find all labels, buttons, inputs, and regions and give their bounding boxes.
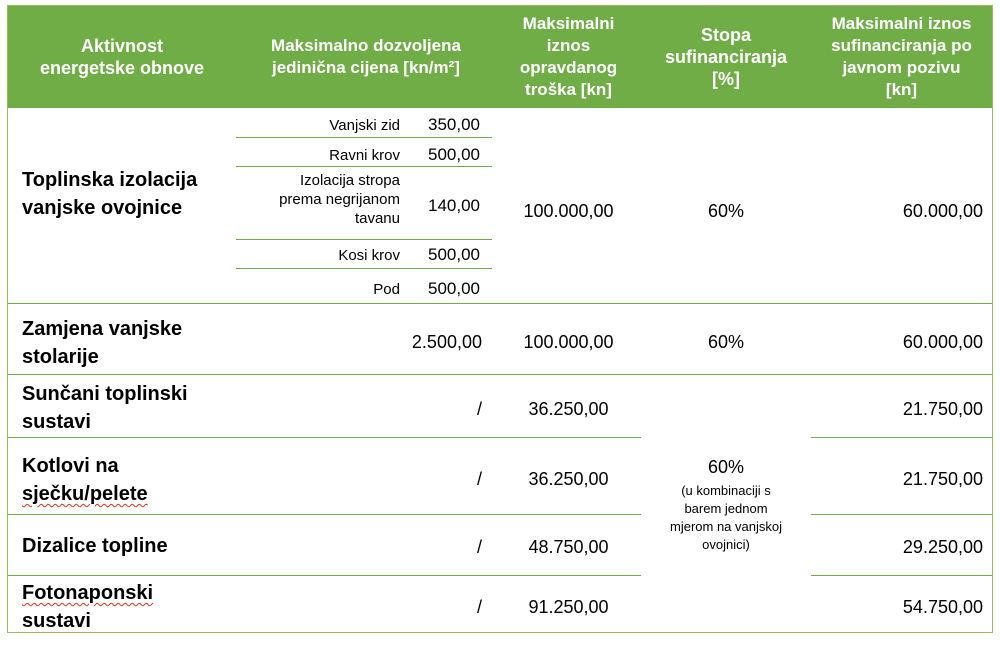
max-cofinance-value: 54.750,00	[902, 597, 983, 617]
sub-item-label: Pod	[373, 281, 400, 298]
rate-value: 60%	[707, 457, 745, 477]
rate-value: 60%	[707, 201, 745, 221]
header-rate-line: sufinanciranja	[664, 47, 788, 67]
sub-item-price: 500,00	[428, 279, 480, 298]
row-divider	[8, 374, 992, 375]
header-rate-line: [%]	[711, 69, 740, 89]
row-divider	[811, 514, 992, 515]
header-rate-line: Stopa	[700, 25, 751, 45]
activity-line: sustavi	[22, 610, 91, 632]
header-max-cofinance-line: Maksimalni iznos	[831, 14, 972, 33]
row-activity-label	[22, 532, 168, 560]
max-cost-value: 36.250,00	[528, 469, 609, 489]
max-cost-value: 48.750,00	[528, 537, 609, 557]
header-max-cost-line: troška [kn]	[525, 80, 612, 99]
sub-divider	[236, 166, 492, 167]
sub-item-price: 500,00	[428, 145, 480, 164]
row-divider	[811, 575, 992, 576]
header-max-cofinance-line: sufinanciranja po	[831, 36, 972, 55]
unit-price-value: 2.500,00	[411, 332, 482, 352]
row-divider	[8, 514, 641, 515]
row-divider	[8, 575, 641, 576]
rate-note-line: (u kombinaciji s	[681, 483, 771, 498]
header-unit-price-line: jedinična cijena [kn/m²]	[271, 58, 460, 77]
sub-item-label-line: Izolacija stropa	[299, 172, 400, 189]
row-activity-label	[22, 579, 153, 635]
max-cost-value: 100.000,00	[523, 332, 614, 352]
max-cofinance-value: 60.000,00	[902, 332, 983, 352]
unit-price-value: /	[476, 597, 482, 617]
sub-divider	[236, 268, 492, 269]
sub-item-price: 350,00	[428, 115, 480, 134]
row-activity-label	[22, 452, 148, 508]
max-cost-value: 100.000,00	[523, 201, 614, 221]
max-cofinance-value: 29.250,00	[902, 537, 983, 557]
row-divider	[8, 303, 992, 304]
header-max-cofinance-line: [kn]	[885, 80, 918, 99]
sub-item-price: 500,00	[428, 245, 480, 264]
header-max-cost-line: opravdanog	[519, 58, 618, 77]
row-activity-label	[22, 380, 188, 436]
max-cofinance-value: 21.750,00	[902, 399, 983, 419]
header-activity	[8, 6, 236, 108]
header-max-cost-line: iznos	[546, 36, 591, 55]
sub-item-label-line: prema negrijanom	[279, 191, 400, 208]
unit-price-value: /	[476, 469, 482, 489]
max-cofinance-value: 21.750,00	[902, 469, 983, 489]
row-divider	[811, 437, 992, 438]
rate-note	[641, 482, 811, 554]
sub-item-price: 140,00	[428, 196, 480, 215]
table-header	[8, 6, 992, 108]
activity-line: Dizalice topline	[22, 535, 168, 557]
header-max-cost	[496, 6, 641, 108]
activity-line: Sunčani toplinski	[22, 383, 188, 405]
header-max-cost-line: Maksimalni	[522, 14, 615, 33]
row-divider	[8, 437, 641, 438]
activity-line: Toplinska izolacija	[22, 169, 198, 191]
max-cofinance-value: 60.000,00	[902, 201, 983, 221]
header-activity-line: energetske obnove	[39, 58, 205, 78]
sub-item-label: Vanjski zid	[329, 117, 400, 134]
header-unit-price-line: Maksimalno dozvoljena	[271, 36, 461, 55]
header-rate	[641, 6, 811, 108]
header-activity-line: Aktivnost	[80, 36, 163, 56]
row-activity-label	[22, 166, 197, 222]
sub-divider	[236, 137, 492, 138]
rate-note-line: mjerom na vanjskoj	[670, 519, 782, 534]
rate-note-line: ovojnici)	[702, 537, 750, 552]
sub-item-label-line: tavanu	[354, 210, 400, 227]
unit-price-value: /	[476, 537, 482, 557]
sub-item-label: Ravni krov	[329, 147, 400, 164]
header-max-cofinance-line: javnom pozivu	[842, 58, 961, 77]
activity-line: sječku/pelete	[22, 483, 148, 505]
sub-item-label: Kosi krov	[338, 247, 400, 264]
activity-line: Zamjena vanjske	[22, 318, 183, 340]
header-unit-price	[236, 6, 496, 108]
sub-item-label	[248, 171, 400, 228]
max-cost-value: 36.250,00	[528, 399, 609, 419]
row-activity-label	[22, 315, 182, 371]
activity-line: Kotlovi na	[22, 455, 119, 477]
rate-value: 60%	[707, 332, 745, 352]
cofinancing-table	[7, 5, 993, 633]
unit-price-value: /	[476, 399, 482, 419]
header-max-cofinance	[811, 6, 992, 108]
activity-line: vanjske ovojnice	[22, 197, 183, 219]
max-cost-value: 91.250,00	[528, 597, 609, 617]
sub-divider	[236, 239, 492, 240]
rate-note-line: barem jednom	[684, 501, 768, 516]
activity-line: Fotonaponski	[22, 582, 154, 604]
activity-line: sustavi	[22, 411, 91, 433]
activity-line: stolarije	[22, 346, 99, 368]
